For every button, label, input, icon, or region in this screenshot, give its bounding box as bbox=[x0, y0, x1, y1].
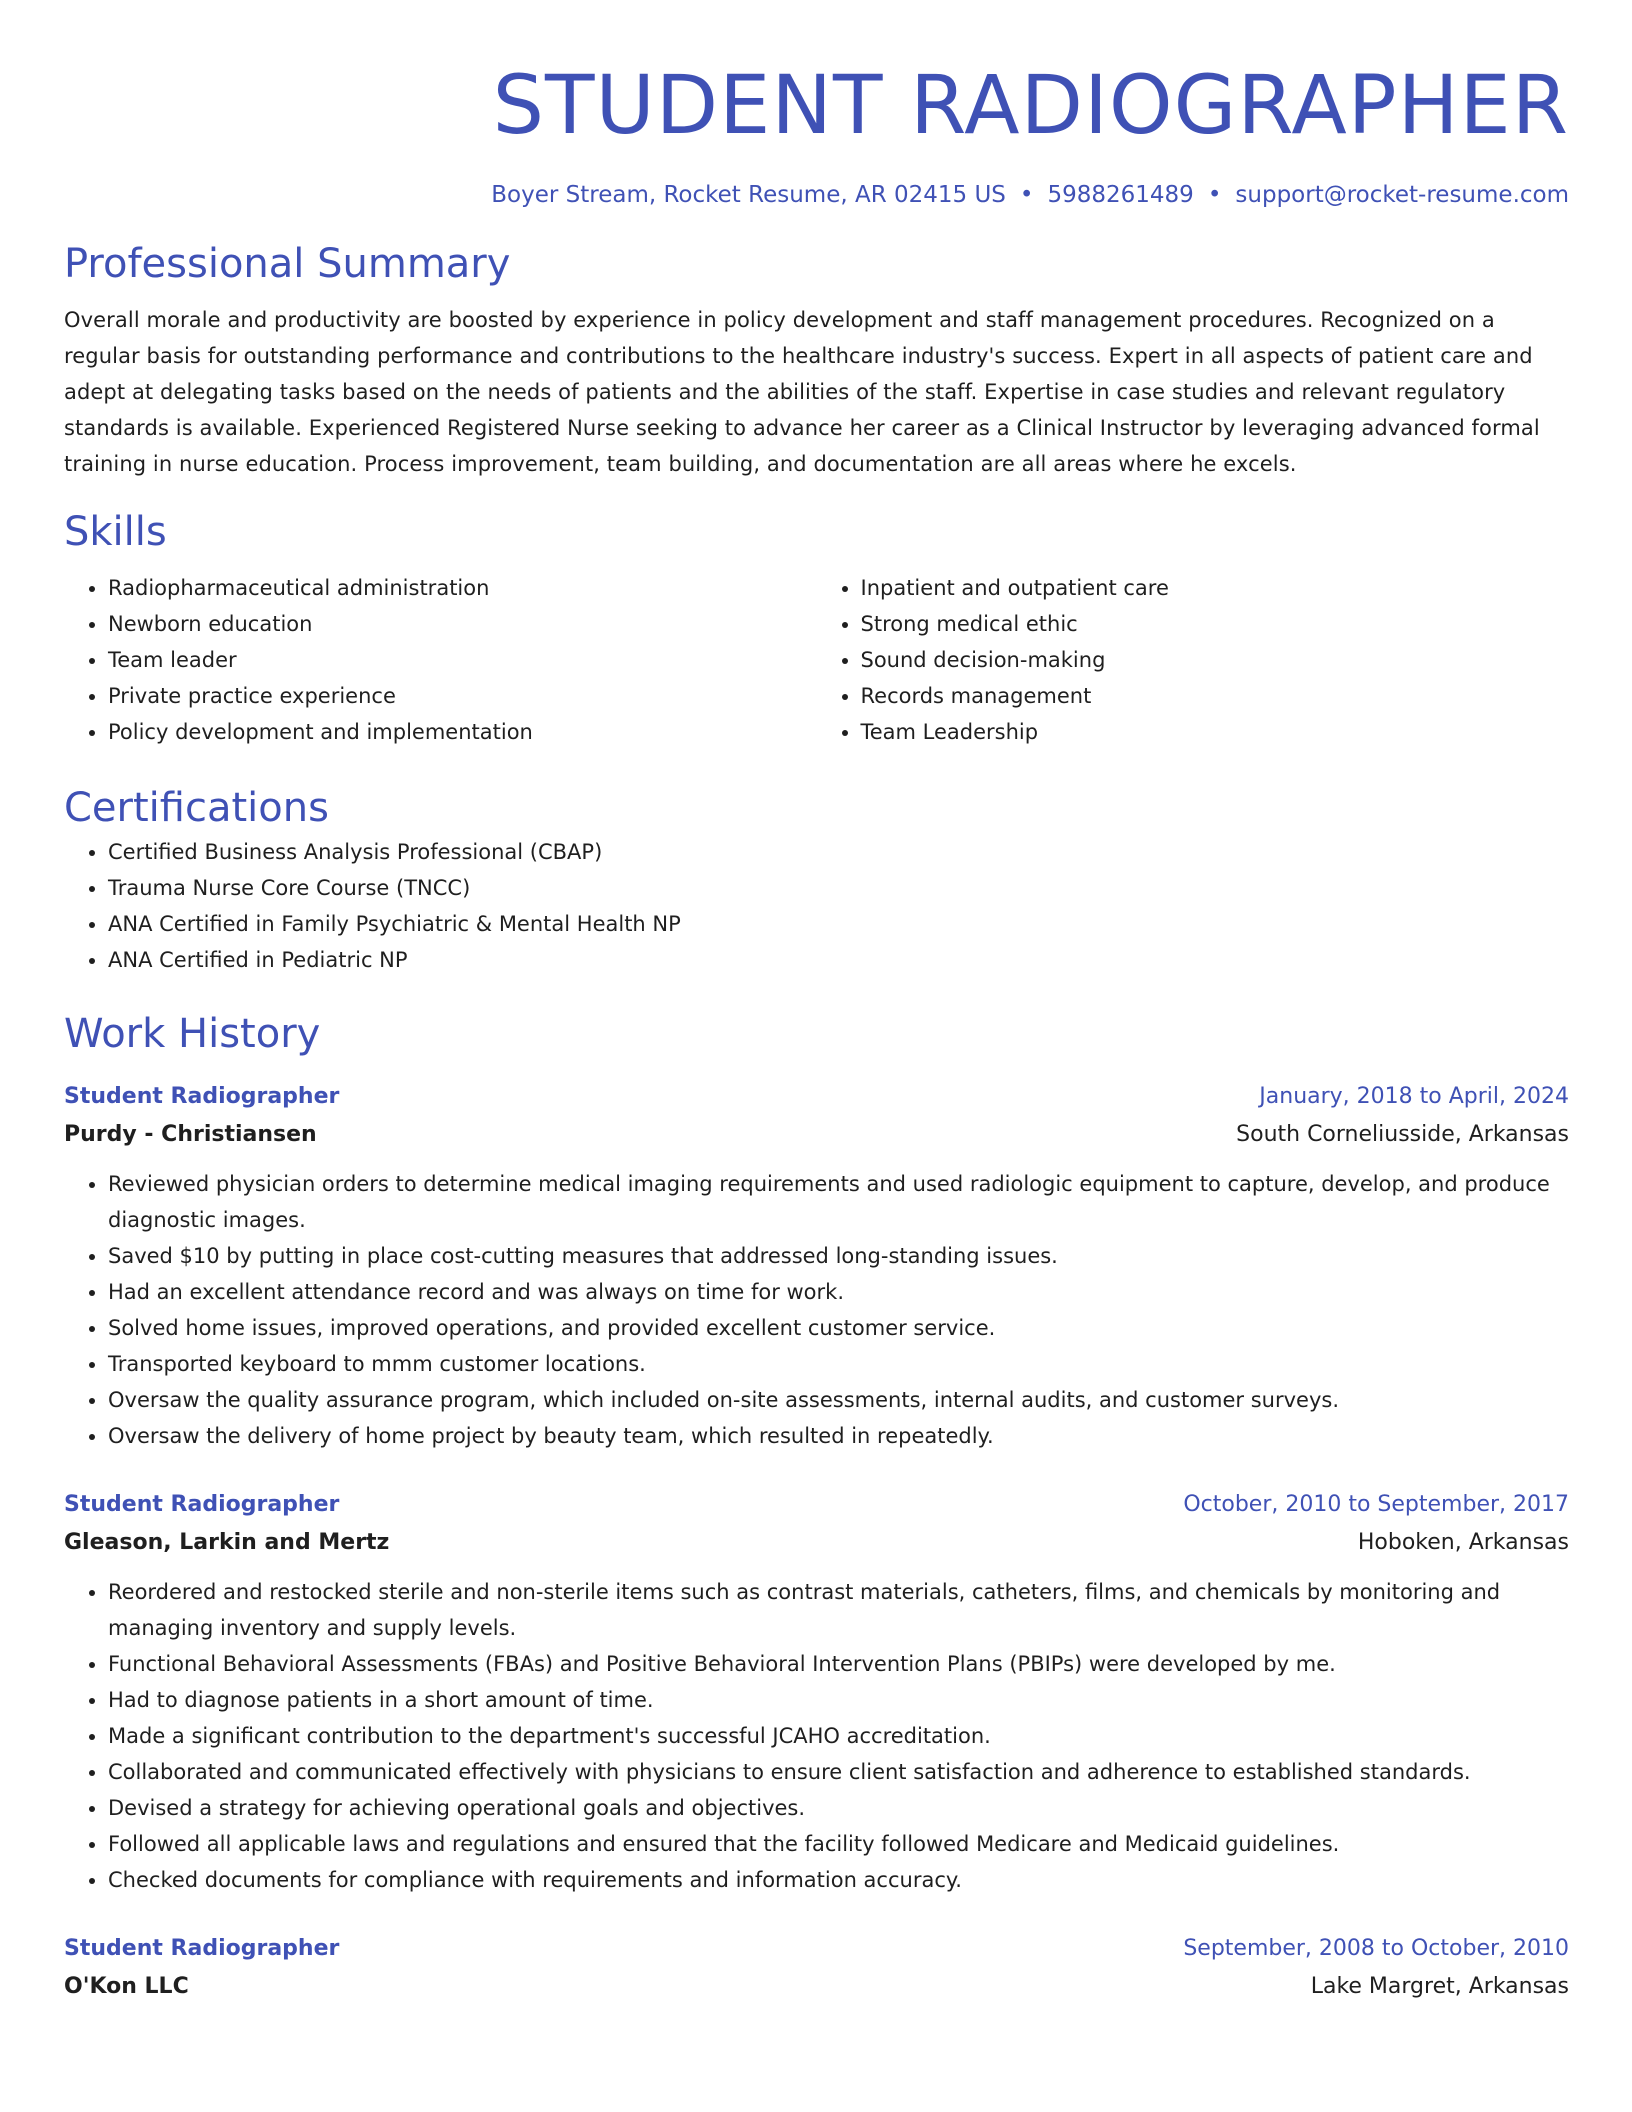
job-position: Student Radiographer bbox=[64, 1084, 340, 1109]
summary-text: Overall morale and productivity are boosted by experience in policy development and staff management procedures. Recognized on a regular basis for outstanding performance and contributions to the healthcare industry's success. Expert in all aspects of patient care and adept at delegating tasks based on the needs of patients and the abilities of the staff. Expertise in case studies and relevant regulatory standards is available. Experienced Registered Nurse seeking to advance her career as a Clinical Instructor by leveraging advanced formal training in nurse education. Process improvement, team building, and documentation are all areas where he excels. bbox=[64, 308, 1540, 476]
contact-address: Boyer Stream, Rocket Resume, AR 02415 US bbox=[491, 182, 1006, 208]
certification-item: • Trauma Nurse Core Course (TNCC) bbox=[108, 870, 1569, 906]
skill-item: • Inpatient and outpatient care bbox=[861, 570, 1570, 606]
resume-title: STUDENT RADIOGRAPHER bbox=[492, 59, 1569, 153]
job-bullet: • Solved home issues, improved operations, and provided excellent customer service. bbox=[108, 1310, 1569, 1346]
job-header-row bbox=[64, 1078, 1569, 1116]
skills-heading: Skills bbox=[64, 509, 167, 555]
job-dates: January, 2018 to April, 2024 bbox=[1259, 1084, 1569, 1109]
job-location: Lake Margret, Arkansas bbox=[1310, 1974, 1569, 1999]
job-company: O'Kon LLC bbox=[64, 1974, 189, 1999]
job-position: Student Radiographer bbox=[64, 1936, 340, 1961]
job-location: Hoboken, Arkansas bbox=[1357, 1530, 1569, 1555]
job-bullets bbox=[64, 1166, 1569, 1454]
contact-email[interactable]: support@rocket-resume.com bbox=[1235, 182, 1569, 208]
job-bullet: • Devised a strategy for achieving operational goals and objectives. bbox=[108, 1790, 1569, 1826]
contact-line bbox=[64, 180, 1569, 210]
skill-item: • Sound decision-making bbox=[861, 642, 1570, 678]
skills-list-left bbox=[64, 570, 817, 750]
job-entry bbox=[64, 1930, 1569, 2006]
job-dates: September, 2008 to October, 2010 bbox=[1183, 1936, 1569, 1961]
job-company: Purdy - Christiansen bbox=[64, 1122, 317, 1147]
skill-item: • Radiopharmaceutical administration bbox=[108, 570, 817, 606]
job-bullet: • Collaborated and communicated effectively with physicians to ensure client satisfaction and adherence to established standards. bbox=[108, 1754, 1569, 1790]
contact-separator: • bbox=[1019, 182, 1034, 208]
certification-item: • ANA Certified in Pediatric NP bbox=[108, 942, 1569, 978]
job-bullet: • Oversaw the delivery of home project by beauty team, which resulted in repeatedly. bbox=[108, 1418, 1569, 1454]
work-history-heading: Work History bbox=[64, 1011, 321, 1057]
skill-item: • Newborn education bbox=[108, 606, 817, 642]
job-bullet: • Had to diagnose patients in a short amount of time. bbox=[108, 1682, 1569, 1718]
job-bullet: • Saved $10 by putting in place cost-cutting measures that addressed long-standing issues. bbox=[108, 1238, 1569, 1274]
job-bullet: • Checked documents for compliance with requirements and information accuracy. bbox=[108, 1862, 1569, 1898]
job-position: Student Radiographer bbox=[64, 1492, 340, 1517]
job-company-row bbox=[64, 1524, 1569, 1562]
job-bullet: • Followed all applicable laws and regulations and ensured that the facility followed Medicare and Medicaid guidelines. bbox=[108, 1826, 1569, 1862]
job-header-row bbox=[64, 1486, 1569, 1524]
job-bullet: • Reviewed physician orders to determine medical imaging requirements and used radiologic equipment to capture, develop, and produce diagnostic images. bbox=[108, 1166, 1569, 1238]
skills-list-right bbox=[817, 570, 1570, 750]
skill-item: • Records management bbox=[861, 678, 1570, 714]
job-dates: October, 2010 to September, 2017 bbox=[1183, 1492, 1569, 1517]
job-bullets bbox=[64, 1574, 1569, 1898]
job-entry bbox=[64, 1486, 1569, 1898]
job-bullet: • Transported keyboard to mmm customer locations. bbox=[108, 1346, 1569, 1382]
job-bullet: • Made a significant contribution to the department's successful JCAHO accreditation. bbox=[108, 1718, 1569, 1754]
job-entry bbox=[64, 1078, 1569, 1454]
job-header-row bbox=[64, 1930, 1569, 1968]
skills-grid bbox=[64, 570, 1569, 750]
certification-item: • Certified Business Analysis Professional (CBAP) bbox=[108, 834, 1569, 870]
job-location: South Corneliusside, Arkansas bbox=[1236, 1122, 1569, 1147]
job-bullet: • Functional Behavioral Assessments (FBAs) and Positive Behavioral Intervention Plans (PBIPs) were developed by me. bbox=[108, 1646, 1569, 1682]
job-company: Gleason, Larkin and Mertz bbox=[64, 1530, 390, 1555]
job-company-row bbox=[64, 1116, 1569, 1154]
skill-item: • Strong medical ethic bbox=[861, 606, 1570, 642]
job-bullet: • Had an excellent attendance record and was always on time for work. bbox=[108, 1274, 1569, 1310]
certifications-list bbox=[64, 834, 1569, 978]
certification-item: • ANA Certified in Family Psychiatric & Mental Health NP bbox=[108, 906, 1569, 942]
contact-phone: 5988261489 bbox=[1047, 182, 1194, 208]
skill-item: • Team Leadership bbox=[861, 714, 1570, 750]
job-bullet: • Oversaw the quality assurance program, which included on-site assessments, internal audits, and customer surveys. bbox=[108, 1382, 1569, 1418]
skill-item: • Private practice experience bbox=[108, 678, 817, 714]
contact-separator: • bbox=[1207, 182, 1222, 208]
skill-item: • Policy development and implementation bbox=[108, 714, 817, 750]
job-bullet: • Reordered and restocked sterile and non-sterile items such as contrast materials, catheters, films, and chemicals by monitoring and managing inventory and supply levels. bbox=[108, 1574, 1569, 1646]
skill-item: • Team leader bbox=[108, 642, 817, 678]
summary-heading: Professional Summary bbox=[64, 241, 511, 287]
job-company-row bbox=[64, 1968, 1569, 2006]
certifications-heading: Certifications bbox=[64, 785, 329, 831]
